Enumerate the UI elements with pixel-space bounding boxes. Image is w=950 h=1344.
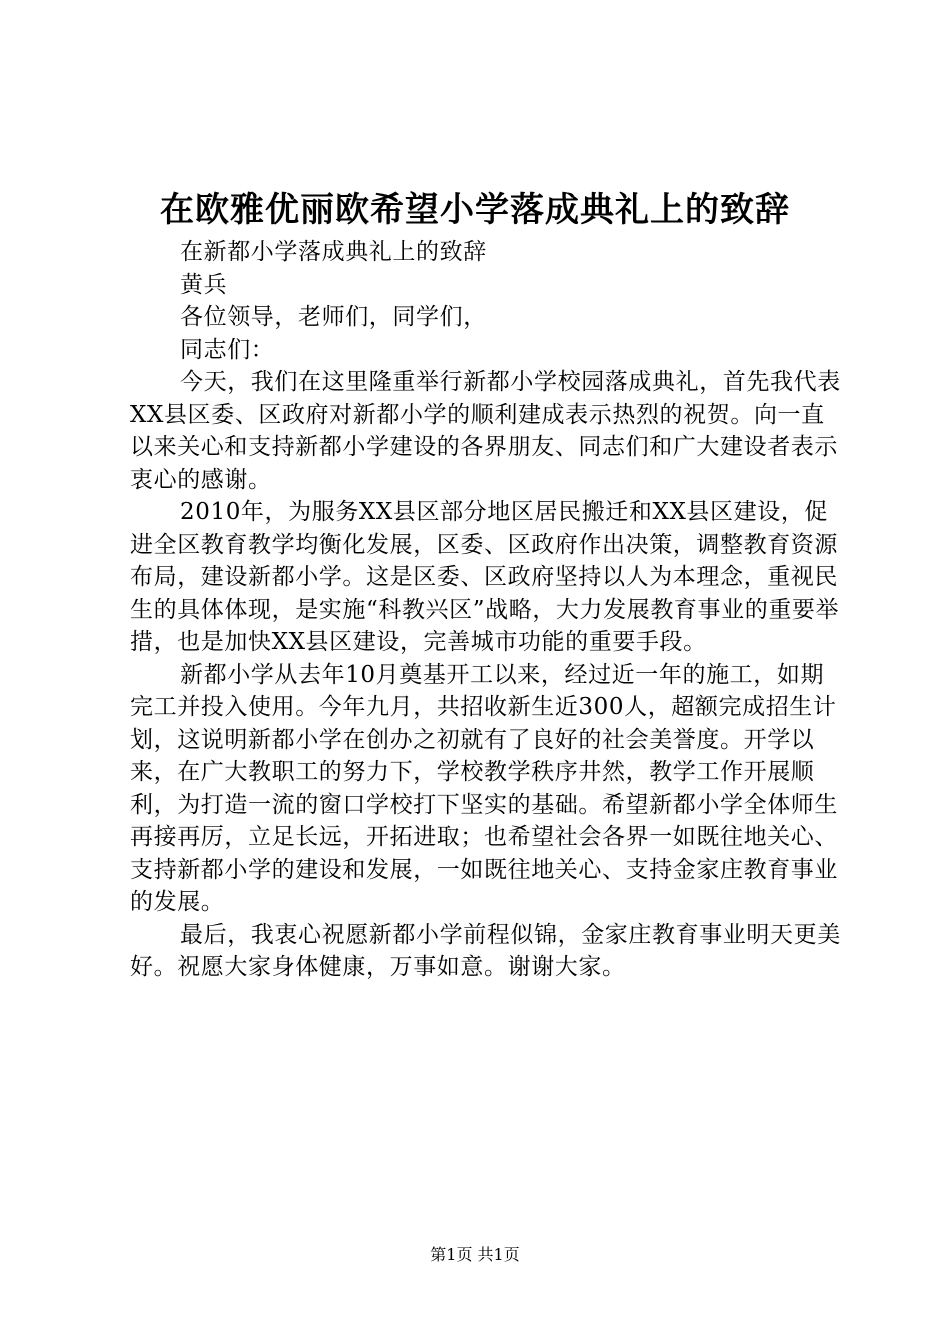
paragraph-opening: 今天，我们在这里隆重举行新都小学校园落成典礼，首先我代表XX县区委、区政府对新都小学的顺利建成表示热烈的祝贺。向一直以来关心和支持新都小学建设的各界朋友、同志们和广大建设者表示衷心的感谢。 bbox=[130, 369, 841, 493]
document-body bbox=[130, 236, 846, 984]
salutation-line-2: 同志们： bbox=[180, 336, 275, 363]
speech-subtitle: 在新都小学落成典礼上的致辞 bbox=[180, 239, 487, 265]
paragraph-background: 2010年，为服务XX县区部分地区居民搬迁和XX县区建设，促进全区教育教学均衡化发展，区委、区政府作出决策，调整教育资源布局，建设新都小学。这是区委、区政府坚持以人为本理念，重视民生的具体体现，是实施“科教兴区”战略，大力发展教育事业的重要举措，也是加快XX县区建设，完善城市功能的重要手段。 bbox=[130, 499, 840, 655]
document-title: 在欧雅优丽欧希望小学落成典礼上的致辞 bbox=[160, 190, 790, 230]
salutation-line-1: 各位领导，老师们，同学们， bbox=[180, 304, 487, 330]
paragraph-closing: 最后，我衷心祝愿新都小学前程似锦，金家庄教育事业明天更美好。祝愿大家身体健康，万事如意。谢谢大家。 bbox=[130, 921, 841, 980]
paragraph-progress: 新都小学从去年10月奠基开工以来，经过近一年的施工，如期完工并投入使用。今年九月，共招收新生近300人，超额完成招生计划，这说明新都小学在创办之初就有了良好的社会美誉度。开学以来，在广大教职工的努力下，学校教学秩序井然，教学工作开展顺利，为打造一流的窗口学校打下坚实的基础。希望新都小学全体师生再接再厉，立足长远，开拓进取；也希望社会各界一如既往地关心、支持新都小学的建设和发展，一如既往地关心、支持金家庄教育事业的发展。 bbox=[130, 661, 838, 915]
page-number-footer: 第1页 共1页 bbox=[430, 1245, 520, 1264]
speech-author: 黄兵 bbox=[180, 271, 228, 298]
